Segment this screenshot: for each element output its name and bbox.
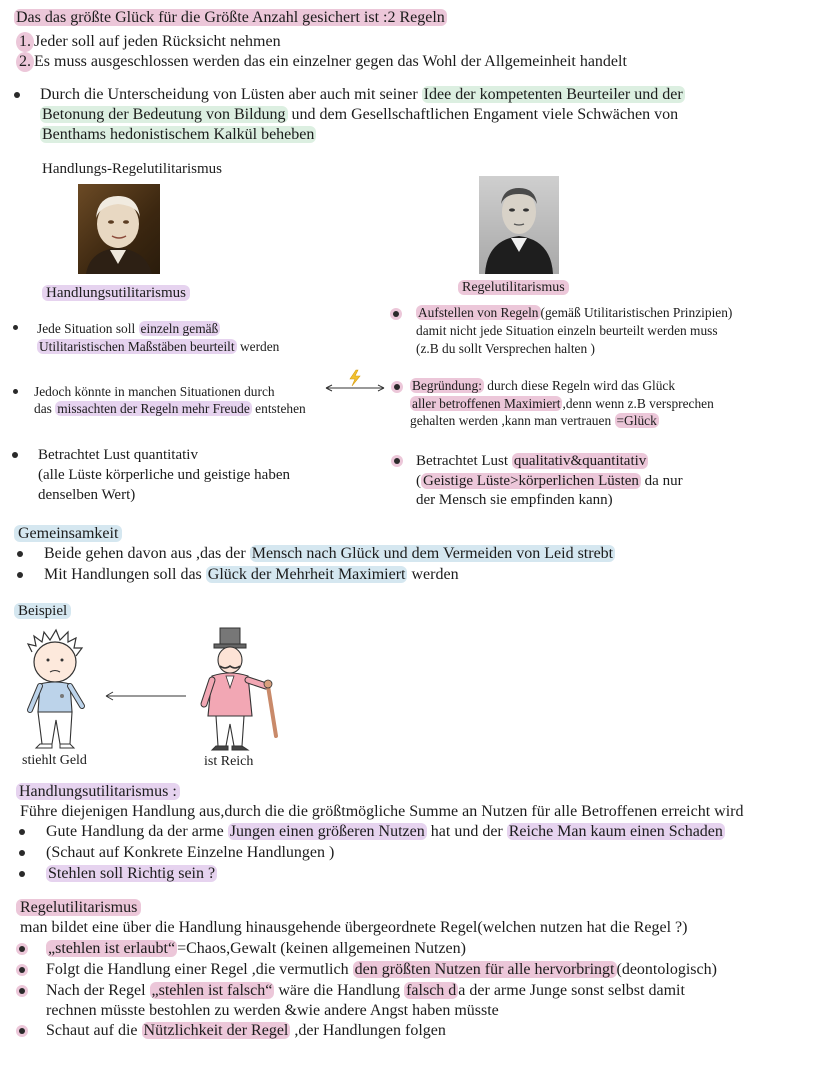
right-b1-line3: (z.B du sollt Versprechen halten ) bbox=[416, 341, 595, 356]
left-b2-line2: das missachten der Regeln mehr Freude entstehen bbox=[34, 401, 306, 416]
right-column-title: Regelutilitarismus bbox=[458, 279, 569, 297]
page-title: Das das größte Glück für die Größte Anzahl gesichert ist :2 Regeln bbox=[16, 9, 445, 26]
conflict-arrow-icon bbox=[322, 368, 390, 396]
rich-caption: ist Reich bbox=[204, 754, 254, 769]
boy-caption: stiehlt Geld bbox=[22, 753, 87, 768]
rule-1: 1. Jeder soll auf jeden Rücksicht nehmen bbox=[16, 32, 281, 52]
bullet-icon bbox=[17, 572, 23, 578]
mill-bullet-line3: Benthams hedonistischem Kalkül beheben bbox=[42, 126, 315, 143]
bullet-icon bbox=[394, 458, 400, 464]
left-b3-line3: denselben Wert) bbox=[38, 487, 136, 503]
act-b2: (Schaut auf Konkrete Einzelne Handlungen ) bbox=[46, 844, 335, 861]
rule-intro: man bildet eine über die Handlung hinausgehende übergeordnete Regel(welchen nutzen hat die Regel ?) bbox=[20, 919, 688, 936]
right-b3-line1: Betrachtet Lust qualitativ&quantitativ bbox=[416, 453, 647, 469]
rule-heading: Regelutilitarismus bbox=[16, 898, 141, 918]
bullet-icon bbox=[13, 389, 18, 394]
compare-heading: Handlungs-Regelutilitarismus bbox=[42, 161, 222, 177]
right-b1-line2: damit nicht jede Situation einzeln beurteilt werden muss bbox=[416, 323, 718, 338]
right-b3-line2: ( Geistige Lüste>körperlichen Lüsten da nur bbox=[416, 473, 683, 489]
rule-b1: „stehlen ist erlaubt“ =Chaos,Gewalt (keinen allgemeinen Nutzen) bbox=[48, 940, 466, 957]
right-b2-line2: aller betroffenen Maximiert ,denn wenn z.B versprechen bbox=[412, 396, 714, 411]
act-b3: Stehlen soll Richtig sein ? bbox=[48, 865, 216, 882]
bullet-icon bbox=[19, 967, 25, 973]
right-b2-line1: Begründung: durch diese Regeln wird das Glück bbox=[412, 378, 676, 393]
right-b1-line1: Aufstellen von Regeln (gemäß Utilitaristischen Prinzipien) bbox=[418, 305, 733, 320]
bullet-icon bbox=[19, 946, 25, 952]
bullet-icon bbox=[19, 988, 25, 994]
act-heading: Handlungsutilitarismus : bbox=[16, 782, 180, 802]
bullet-icon bbox=[19, 829, 25, 835]
common-b2: Mit Handlungen soll das Glück der Mehrheit Maximiert werden bbox=[44, 566, 459, 583]
common-heading: Gemeinsamkeit bbox=[14, 524, 122, 544]
bullet-icon bbox=[393, 311, 399, 317]
bullet-icon bbox=[12, 452, 18, 458]
rule-b4: Schaut auf die Nützlichkeit der Regel ,der Handlungen folgen bbox=[46, 1022, 446, 1039]
example-heading: Beispiel bbox=[14, 602, 71, 621]
poor-boy-illustration bbox=[22, 626, 94, 752]
mill-portrait-image bbox=[479, 176, 559, 274]
rule-b3-line1: Nach der Regel „stehlen ist falsch“ wäre die Handlung falsch d a der arme Junge sonst selbst damit bbox=[46, 982, 685, 999]
left-b1-line1: Jede Situation soll einzeln gemäß bbox=[37, 321, 219, 336]
bentham-portrait bbox=[78, 184, 160, 274]
bullet-icon bbox=[19, 871, 25, 877]
left-b2-line1: Jedoch könnte in manchen Situationen durch bbox=[34, 384, 275, 399]
bullet-icon bbox=[17, 551, 23, 557]
mill-portrait bbox=[479, 176, 559, 274]
bullet-icon bbox=[14, 92, 20, 98]
mill-bullet-line2: Betonung der Bedeutung von Bildung und dem Gesellschaftlichen Engament viele Schwächen von bbox=[42, 106, 679, 123]
left-b1-line2: Utilitaristischen Maßstäben beurteilt werden bbox=[39, 339, 280, 354]
rich-man-illustration bbox=[194, 624, 284, 754]
left-b3-line1: Betrachtet Lust quantitativ bbox=[38, 447, 198, 463]
arrow-left-icon bbox=[104, 690, 188, 702]
rule-b3-line2: rechnen müsste bestohlen zu werden &wie andere Angst haben müsste bbox=[46, 1002, 499, 1019]
act-intro: Führe diejenigen Handlung aus,durch die die größtmögliche Summe an Nutzen für alle Betroffenen erreicht wird bbox=[20, 803, 744, 820]
bullet-icon bbox=[19, 850, 25, 856]
common-b1: Beide gehen davon aus ,das der Mensch nach Glück und dem Vermeiden von Leid strebt bbox=[44, 545, 614, 562]
right-b2-line3: gehalten werden ,kann man vertrauen =Glück bbox=[410, 413, 657, 428]
bullet-icon bbox=[394, 384, 400, 390]
bullet-icon bbox=[19, 1028, 25, 1034]
mill-bullet-line1: Durch die Unterscheidung von Lüsten aber auch mit seiner Idee der kompetenten Beurteiler und der bbox=[40, 86, 683, 103]
right-b3-line3: der Mensch sie empfinden kann) bbox=[416, 492, 613, 508]
rule-b2: Folgt die Handlung einer Regel ,die vermutlich den größten Nutzen für alle hervorbringt (deontologisch) bbox=[46, 961, 717, 978]
left-b3-line2: (alle Lüste körperliche und geistige haben bbox=[38, 467, 290, 483]
left-column-title: Handlungsutilitarismus bbox=[42, 284, 190, 303]
bentham-portrait-image bbox=[78, 184, 160, 274]
rule-2: 2. Es muss ausgeschlossen werden das ein einzelner gegen das Wohl der Allgemeinheit handelt bbox=[16, 52, 627, 72]
act-b1: Gute Handlung da der arme Jungen einen größeren Nutzen hat und der Reiche Man kaum einen Schaden bbox=[46, 823, 723, 840]
bullet-icon bbox=[13, 325, 18, 330]
